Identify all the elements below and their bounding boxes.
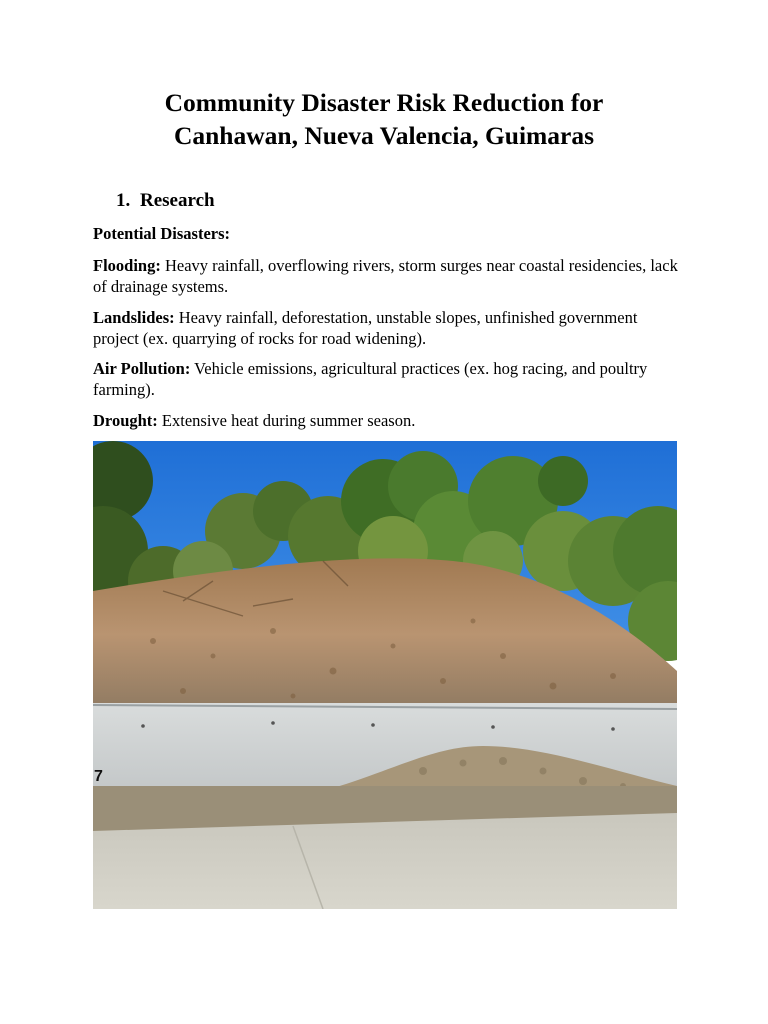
drought-term: Drought: <box>93 411 158 430</box>
air-pollution-text: Vehicle emissions, agricultural practices (ex. hog racing, and poultry farming). <box>93 359 648 399</box>
hillside-photo-illustration <box>93 441 677 909</box>
drought-text: Extensive heat during summer season. <box>157 411 416 430</box>
flooding-term: Flooding: <box>93 256 161 275</box>
air-pollution-term: Air Pollution: <box>93 359 191 378</box>
landslides-term: Landslides: <box>93 308 175 327</box>
section-title: Research <box>140 190 215 211</box>
hillside-photo <box>93 441 677 909</box>
flooding-text: Heavy rainfall, overflowing rivers, storm surges near coastal residencies, lack of drainage systems. <box>93 256 678 296</box>
landslides-paragraph <box>93 307 683 349</box>
potential-disasters-heading: Potential Disasters: <box>93 224 231 243</box>
landslides-text: Heavy rainfall, deforestation, unstable slopes, unfinished government project (ex. quarrying of rocks for road widening). <box>93 308 638 348</box>
title-line-2: Canhawan, Nueva Valencia, Guimaras <box>173 121 595 150</box>
drought-paragraph <box>93 410 683 431</box>
flooding-paragraph <box>93 255 683 297</box>
section-heading <box>116 188 215 214</box>
section-number: 1. <box>116 190 131 211</box>
potential-disasters-label <box>93 223 683 244</box>
title-line-1: Community Disaster Risk Reduction for <box>164 88 604 117</box>
photo-edge-mark: 7 <box>94 768 103 785</box>
air-pollution-paragraph <box>93 358 683 400</box>
document-title <box>80 86 688 152</box>
